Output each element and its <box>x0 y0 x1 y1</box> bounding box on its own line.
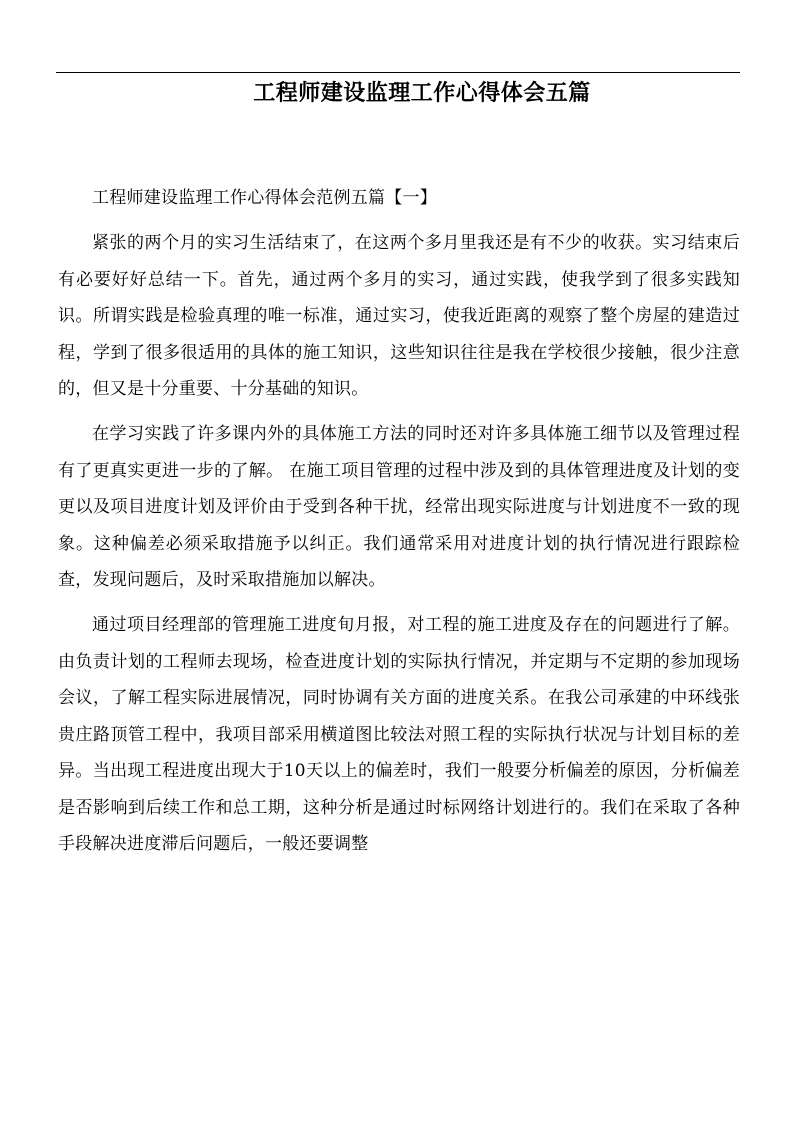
paragraph-3: 通过项目经理部的管理施工进度旬月报，对工程的施工进度及存在的问题进行了解。由负责计划的工程师去现场，检查进度计划的实际执行情况，并定期与不定期的参加现场会议，了解工程实际进展情况，同时协调有关方面的进度关系。在我公司承建的中环线张贵庄路顶管工程中，我项目部采用横道图比较法对照工程的实际执行状况与计划目标的差异。当出现工程进度出现大于10天以上的偏差时，我们一般要分析偏差的原因，分析偏差是否影响到后续工作和总工期，这种分析是通过时标网络计划进行的。我们在采取了各种手段解决进度滞后问题后，一般还要调整 <box>58 615 740 854</box>
paragraph-1: 紧张的两个月的实习生活结束了，在这两个多月里我还是有不少的收获。实习结束后有必要好好总结一下。首先，通过两个多月的实习，通过实践，使我学到了很多实践知识。所谓实践是检验真理的唯一标准，通过实习，使我近距离的观察了整个房屋的建造过程，学到了很多很适用的具体的施工知识，这些知识往往是我在学校很少接触，很少注意的，但又是十分重要、十分基础的知识。 <box>58 233 740 400</box>
paragraph-2: 在学习实践了许多课内外的具体施工方法的同时还对许多具体施工细节以及管理过程有了更真实更进一步的了解。 在施工项目管理的过程中涉及到的具体管理进度及计划的变更以及项目进度计划及评价由于受到各种干扰，经常出现实际进度与计划进度不一致的现象。这种偏差必须采取措施予以纠正。我们通常采用对进度计划的执行情况进行跟踪检查，发现问题后，及时采取措施加以解决。 <box>58 424 740 591</box>
section-heading: 工程师建设监理工作心得体会范例五篇【一】 <box>92 188 437 208</box>
document-title: 工程师建设监理工作心得体会五篇 <box>253 80 591 106</box>
header-rule <box>56 72 740 73</box>
document-body <box>58 180 740 871</box>
